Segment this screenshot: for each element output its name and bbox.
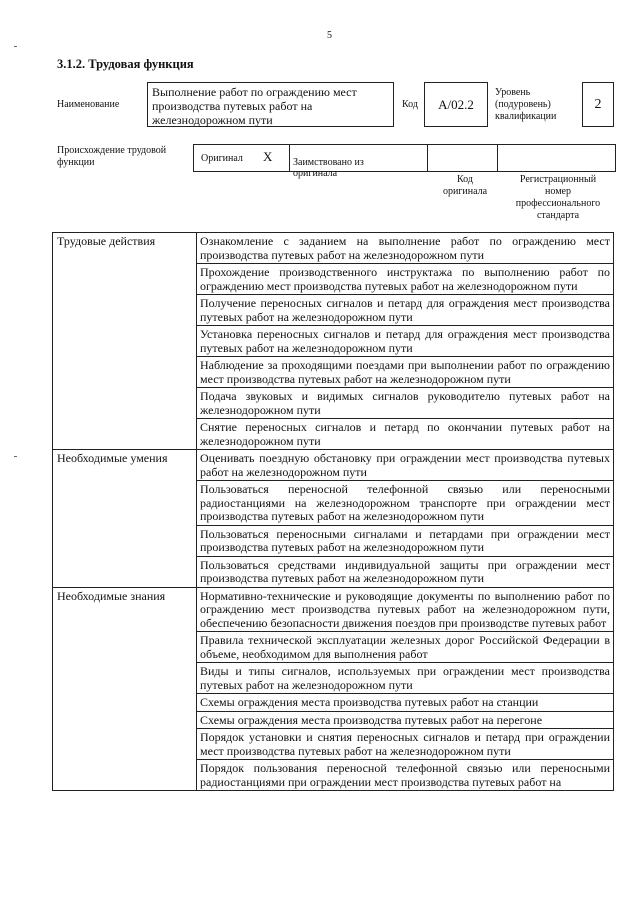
original-cell — [194, 145, 290, 171]
section-title: Необходимые знания — [53, 587, 197, 791]
table-cell: Схемы ограждения места производства путевых работ на станции — [197, 694, 614, 712]
function-name-box — [147, 82, 394, 127]
section-title: Трудовые действия — [53, 233, 197, 450]
table-cell: Порядок пользования переносной телефонной связью или переносными радиостанциями при ограждении мест производства путевых работ на — [197, 760, 614, 791]
margin-mark — [14, 456, 17, 457]
origin-table — [193, 144, 616, 179]
table-cell: Нормативно-технические и руководящие документы по выполнению работ по ограждению мест производства путевых работ на железнодорожном пути, обеспечению безопасности движения поездов при производстве путевых работ — [197, 587, 614, 632]
table-cell: Схемы ограждения места производства путевых работ на перегоне — [197, 711, 614, 729]
table-row — [53, 450, 614, 481]
function-name: Выполнение работ по ограждению мест производства путевых работ на железнодорожном пути — [152, 85, 357, 127]
table-row — [53, 233, 614, 264]
table-cell: Правила технической эксплуатации железных дорог Российской Федерации в объеме, необходимом для выполнения работ — [197, 632, 614, 663]
table-cell: Ознакомление с заданием на выполнение работ по ограждению мест производства путевых работ на железнодорожном пути — [197, 233, 614, 264]
original-label: Оригинал — [201, 153, 243, 164]
table-cell: Пользоваться средствами индивидуальной защиты при ограждении мест производства путевых работ на железнодорожном пути — [197, 556, 614, 587]
labor-function-table — [52, 232, 614, 791]
origin-code-cell — [428, 145, 498, 171]
page-number: 5 — [327, 30, 332, 41]
code-label: Код — [402, 99, 418, 110]
level-box — [582, 82, 614, 127]
name-label: Наименование — [57, 99, 120, 110]
qualification-level: 2 — [594, 96, 602, 112]
margin-mark — [14, 46, 17, 47]
table-cell: Прохождение производственного инструктажа по выполнению работ по ограждению мест производства путевых работ на железнодорожном пути — [197, 264, 614, 295]
table-cell: Порядок установки и снятия переносных сигналов и петард при ограждении мест производства путевых работ на железнодорожном пути — [197, 729, 614, 760]
table-row — [53, 587, 614, 632]
table-cell: Установка переносных сигналов и петард для ограждения мест производства путевых работ на железнодорожном пути — [197, 326, 614, 357]
original-mark: X — [263, 149, 273, 164]
reg-number-label: Регистрационный номер профессионального стандарта — [515, 174, 601, 221]
borrowed-cell — [290, 145, 428, 179]
function-code: А/02.2 — [438, 96, 474, 112]
table-cell: Виды и типы сигналов, используемых при ограждении мест производства путевых работ на железнодорожном пути — [197, 663, 614, 694]
borrowed-label: Заимствовано из оригинала — [293, 157, 364, 179]
section-heading: 3.1.2. Трудовая функция — [57, 57, 194, 71]
table-cell: Получение переносных сигналов и петард для ограждения мест производства путевых работ на железнодорожном пути — [197, 295, 614, 326]
table-cell: Снятие переносных сигналов и петард по окончании путевых работ на железнодорожном пути — [197, 419, 614, 450]
table-cell: Оценивать поездную обстановку при ограждении мест производства путевых работ на железнодорожном пути — [197, 450, 614, 481]
function-code-box — [424, 82, 488, 127]
table-cell: Наблюдение за проходящими поездами при выполнении работ по ограждению мест производства путевых работ на железнодорожном пути — [197, 357, 614, 388]
reg-number-cell — [498, 145, 615, 171]
origin-label: Происхождение трудовой функции — [57, 145, 167, 168]
level-label: Уровень (подуровень) квалификации — [495, 87, 557, 122]
table-cell: Пользоваться переносной телефонной связью или переносными радиостанциями на железнодорожном транспорте при ограждении мест производства путевых работ на железнодорожном пути — [197, 481, 614, 526]
section-title: Необходимые умения — [53, 450, 197, 588]
table-cell: Пользоваться переносными сигналами и петардами при ограждении мест производства путевых работ на железнодорожном пути — [197, 525, 614, 556]
table-cell: Подача звуковых и видимых сигналов руководителю путевых работ на железнодорожном пути — [197, 388, 614, 419]
origin-code-label: Код оригинала — [442, 174, 488, 197]
